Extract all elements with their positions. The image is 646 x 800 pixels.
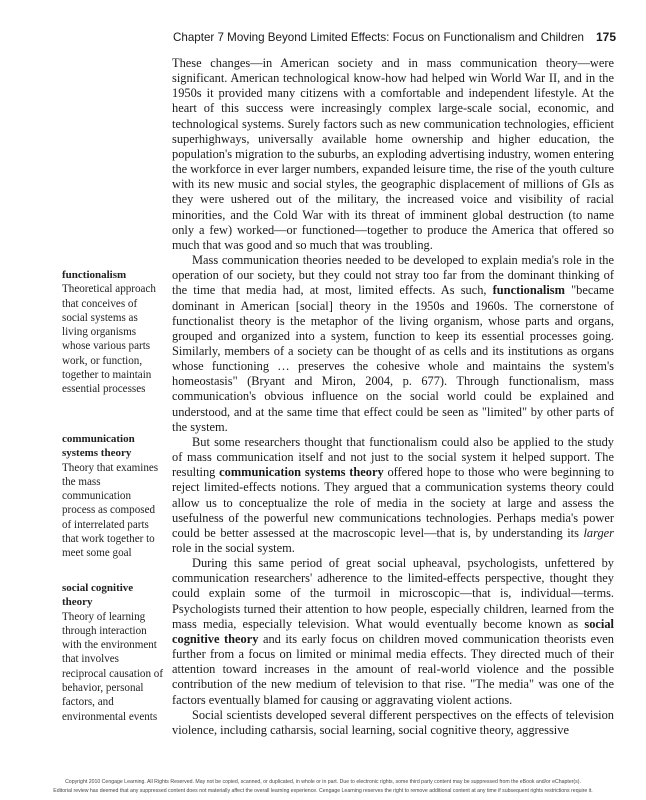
glossary-term: social cognitive theory (62, 582, 134, 609)
paragraph-4-text-b: and its early focus on children moved communication theorists even further from a focus on limited or minimal media effects. They directed much of their attention toward increases in the amount of real-world violence and the possible contribution of the new medium of television to that rise. "The media" was one of the factors eventually blamed for causing or aggravating violent actions. (172, 631, 614, 707)
page-number: 175 (595, 30, 616, 44)
glossary-social-cognitive-theory (62, 581, 164, 724)
glossary-functionalism (62, 268, 164, 397)
paragraph-3-text-a: But some researchers thought that functionalism could also be applied to the study of mass communication itself and not just to the social system it helped support. The resulting (172, 434, 614, 480)
paragraph-2 (172, 253, 614, 435)
glossary-definition: Theoretical approach that conceives of social systems as living organisms whose various parts work, or function, together to maintain essential processes (62, 283, 156, 396)
paragraph-1: These changes—in American society and in mass communication theory—were significant. American technological know-how had helped win World War II, and in the 1950s it provided many citizens with a comfortable and independent lifestyle. At the heart of this success were increasingly complex large-scale social, economic, and technological systems. Surely factors such as new communication technologies, efficient superhighways, universally available home ownership and higher education, the population's migration to the suburbs, an exploding advertising industry, women entering the workforce in ever larger numbers, expanded leisure time, the rise of the youth culture with its new music and social styles, the geographic displacement of millions of GIs as they were ushered out of the military, the increased voice and visibility of racial minorities, and the Cold War with its threat of imminent global destruction (to name only a few) worked—or functioned—together to produce the America that offered so much that was good and so much that was troubling. (172, 56, 614, 252)
paragraph-4-text-a: During this same period of great social upheaval, psychologists, unfettered by communication researchers' adherence to the limited-effects perspective, thought they could explain some of the turmoil in microscopic—that is, individual—terms. Psychologists turned their attention to how people, especially children, learned from the mass media, especially television. What would eventually become known as (172, 556, 614, 631)
key-term-communication-systems-theory: communication systems theory (219, 465, 384, 480)
glossary-communication-systems-theory (62, 432, 164, 561)
glossary-term: communication systems theory (62, 433, 135, 460)
paragraph-5: Social scientists developed several different perspectives on the effects of television violence, including catharsis, social learning, social cognitive theory, aggressive (172, 707, 614, 737)
paragraph-3-text-b: offered hope to those who were beginning to reject limited-effects notions. They argued that a communication systems theory could allow us to conceptualize the role of media in the society at large and assess the usefulness of the powerful new communications technologies. Perhaps media's power could be better assessed at the macroscopic level—that is, by understanding its (172, 465, 615, 540)
paragraph-3-text-c: role in the social system. (172, 541, 295, 555)
paragraph-2-text-a: Mass communication theories needed to be developed to explain media's role in the operation of our society, but they could not stray too far from the dominant thinking of the time that media had, at most, limited effects. As such, (172, 253, 614, 298)
paragraph-4 (172, 556, 614, 708)
running-header (170, 30, 616, 44)
key-term-social-cognitive-theory: social cognitive theory (172, 616, 614, 646)
glossary-definition: Theory of learning through interaction with the environment that involves reciprocal causation of behavior, personal factors, and environmental events (62, 610, 164, 723)
glossary-term: functionalism (62, 269, 127, 281)
body-text (172, 56, 614, 738)
emphasis-larger: larger (583, 525, 614, 540)
paragraph-3 (172, 435, 614, 556)
paragraph-2-text-b: "became dominant in American [social] theory in the 1950s and 1960s. The cornerstone of functionalist theory is the metaphor of the living organism, whose parts and organs, grouped and organized into a system, function to keep its essential processes going. Similarly, members of a society can be thought of as cells and its institutions as organs whose functioning … preserves the cohesive whole and maintains the system's homeostasis" (Bryant and Miron, 2004, p. 677). Through functionalism, mass communication's obvious influence on the social world could be explained and understood, and at the same time that effect could be seen as "limited" by other parts of the system. (172, 283, 614, 434)
editorial-notice: Editorial review has deemed that any suppressed content does not materially affect the overall learning experience. Cengage Learning reserves the right to remove additional content at any time if subsequent rights restrictions require it. (53, 788, 593, 794)
copyright-notice: Copyright 2010 Cengage Learning. All Rights Reserved. May not be copied, scanned, or duplicated, in whole or in part. Due to electronic rights, some third party content may be suppressed from the eBook and/or eChapter(s). (65, 779, 581, 785)
glossary-definition: Theory that examines the mass communication process as composed of interrelated parts that work together to meet some goal (62, 461, 159, 560)
running-title: Chapter 7 Moving Beyond Limited Effects: Focus on Functionalism and Children (173, 31, 584, 44)
key-term-functionalism: functionalism (492, 283, 565, 298)
